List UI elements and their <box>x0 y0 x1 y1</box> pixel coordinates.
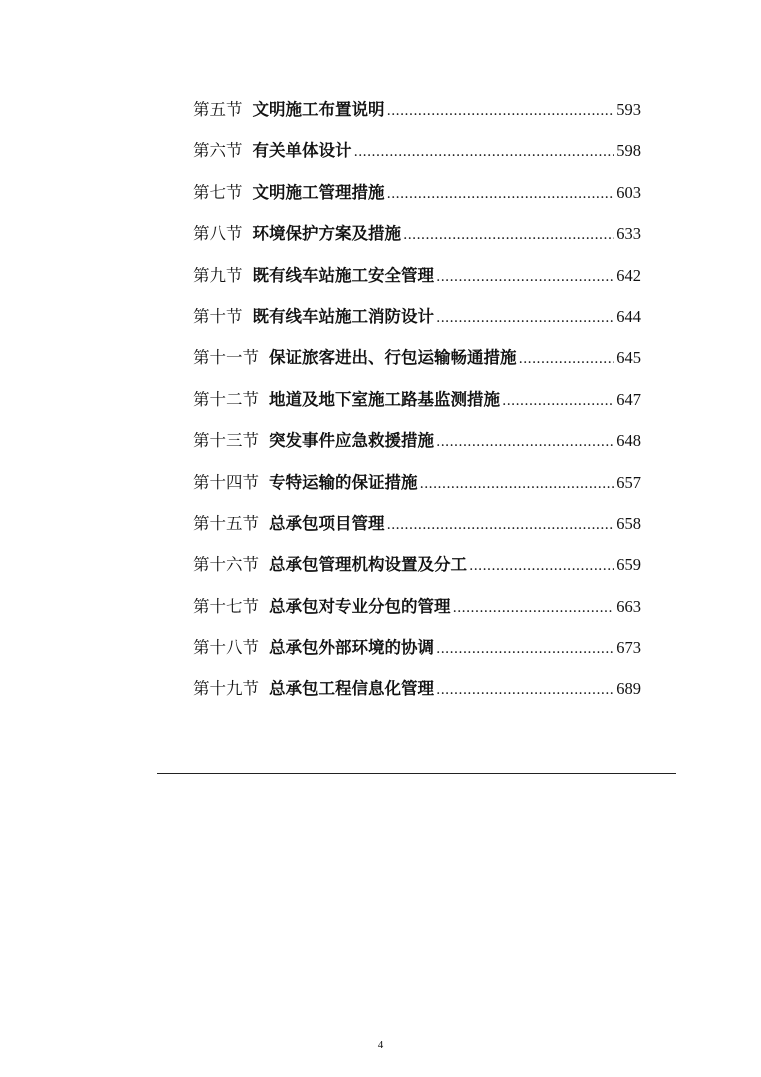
toc-dot-leader <box>387 178 615 210</box>
toc-section-title: 既有线车站施工消防设计 <box>252 306 434 326</box>
toc-section-number: 第十二节 <box>193 389 259 409</box>
toc-entry[interactable] <box>193 591 641 632</box>
toc-entry[interactable] <box>193 177 641 218</box>
page-number: 4 <box>377 1039 384 1051</box>
toc-section-number: 第十三节 <box>193 431 259 451</box>
toc-section-title: 文明施工布置说明 <box>252 100 385 119</box>
toc-entry[interactable] <box>193 218 641 259</box>
toc-section-number: 第十五节 <box>193 513 259 533</box>
toc-section-number: 第九节 <box>193 265 243 285</box>
toc-dot-leader <box>436 674 614 706</box>
toc-section-title: 突发事件应急救援措施 <box>269 431 434 451</box>
toc-section-title: 环境保护方案及措施 <box>252 224 401 244</box>
footnote-separator-line <box>157 773 676 774</box>
toc-dot-leader <box>453 592 615 624</box>
toc-entry[interactable] <box>193 549 641 590</box>
toc-section-title: 既有线车站施工安全管理 <box>252 265 434 285</box>
toc-page-number: 659 <box>616 555 641 575</box>
toc-entry[interactable] <box>193 260 641 301</box>
toc-dot-leader <box>436 633 614 665</box>
toc-page-number: 593 <box>616 100 641 119</box>
toc-entry[interactable] <box>193 384 641 425</box>
toc-entry[interactable] <box>193 342 641 383</box>
toc-section-title: 总承包管理机构设置及分工 <box>269 555 467 575</box>
toc-entry[interactable] <box>193 94 641 135</box>
toc-page-number: 645 <box>616 348 641 368</box>
toc-page-number: 647 <box>616 389 641 409</box>
table-of-contents <box>193 94 641 715</box>
toc-section-number: 第十七节 <box>193 596 259 616</box>
toc-page-number: 657 <box>616 472 641 492</box>
toc-section-number: 第十一节 <box>193 348 259 368</box>
toc-section-number: 第六节 <box>193 141 243 161</box>
toc-section-title: 总承包对专业分包的管理 <box>269 596 451 616</box>
toc-entry[interactable] <box>193 508 641 549</box>
toc-dot-leader <box>387 95 615 127</box>
toc-entry[interactable] <box>193 425 641 466</box>
toc-page-number: 633 <box>616 224 641 244</box>
toc-section-number: 第十节 <box>193 306 243 326</box>
toc-section-title: 总承包项目管理 <box>269 513 385 533</box>
toc-dot-leader <box>436 426 614 458</box>
toc-section-title: 有关单体设计 <box>252 141 352 161</box>
toc-page-number: 663 <box>616 596 641 616</box>
toc-section-title: 总承包工程信息化管理 <box>269 679 434 699</box>
toc-dot-leader <box>420 468 615 500</box>
toc-section-number: 第七节 <box>193 182 243 202</box>
toc-section-number: 第八节 <box>193 224 243 244</box>
toc-page-number: 689 <box>616 679 641 699</box>
toc-section-number: 第十八节 <box>193 638 259 658</box>
toc-entry[interactable] <box>193 135 641 176</box>
toc-section-number: 第十九节 <box>193 679 259 699</box>
toc-page-number: 642 <box>616 265 641 285</box>
toc-dot-leader <box>436 261 614 293</box>
toc-page-number: 658 <box>616 513 641 533</box>
toc-page-number: 598 <box>616 141 641 161</box>
toc-page-number: 648 <box>616 431 641 451</box>
toc-dot-leader <box>436 302 614 334</box>
toc-entry[interactable] <box>193 301 641 342</box>
toc-entry[interactable] <box>193 673 641 714</box>
toc-dot-leader <box>354 136 615 168</box>
toc-section-number: 第五节 <box>193 100 243 119</box>
toc-dot-leader <box>403 219 614 251</box>
toc-section-number: 第十四节 <box>193 472 259 492</box>
toc-section-title: 文明施工管理措施 <box>252 182 385 202</box>
toc-dot-leader <box>387 509 615 541</box>
toc-section-title: 地道及地下室施工路基监测措施 <box>269 389 500 409</box>
toc-section-title: 总承包外部环境的协调 <box>269 638 434 658</box>
toc-dot-leader <box>502 385 614 417</box>
toc-page-number: 603 <box>616 182 641 202</box>
toc-page-number: 644 <box>616 306 641 326</box>
toc-dot-leader <box>519 343 615 375</box>
toc-section-number: 第十六节 <box>193 555 259 575</box>
toc-section-title: 保证旅客进出、行包运输畅通措施 <box>269 348 517 368</box>
toc-page-number: 673 <box>616 638 641 658</box>
toc-entry[interactable] <box>193 467 641 508</box>
toc-entry[interactable] <box>193 632 641 673</box>
toc-section-title: 专特运输的保证措施 <box>269 472 418 492</box>
toc-dot-leader <box>469 550 614 582</box>
